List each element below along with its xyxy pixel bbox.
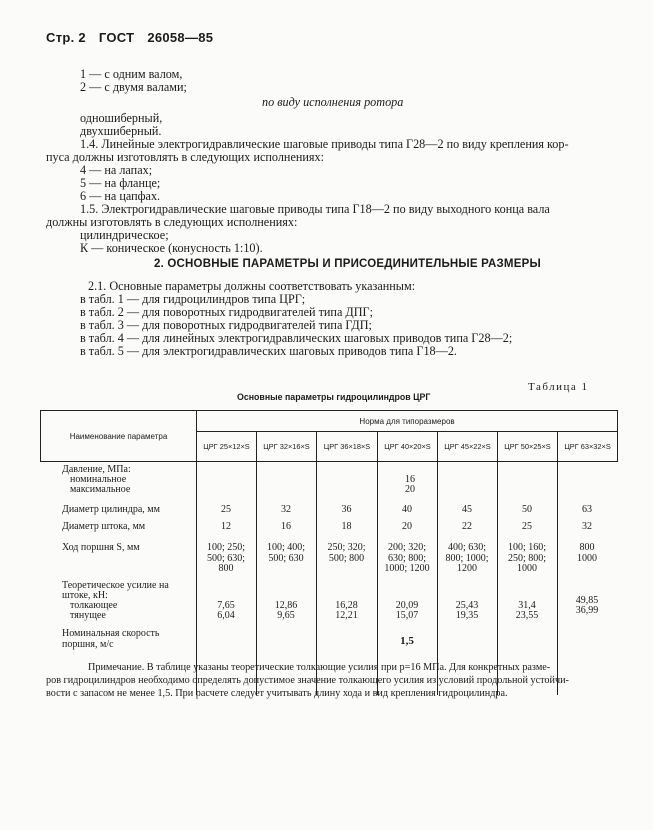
list-item: в табл. 3 — для поворотных гидродвигателей типа ГДП;: [80, 318, 372, 332]
table-cell: 22: [462, 521, 472, 532]
gost-label: ГОСТ: [98, 30, 135, 45]
section-number: 2.: [154, 258, 164, 270]
row-label-rod-diameter: Диаметр штока, мм: [62, 521, 146, 532]
table-cell: 12: [221, 521, 231, 532]
list-item: 5 — на фланце;: [80, 176, 161, 190]
table-cell: 7,65: [217, 600, 235, 611]
table-cell: 20: [402, 521, 412, 532]
column-header-size: ЦРГ 36×18×S: [317, 432, 378, 462]
paragraph-line: 2.1. Основные параметры должны соответствовать указанным:: [88, 279, 416, 293]
table-cell: 250; 320; 500; 800: [327, 542, 366, 564]
list-item: в табл. 1 — для гидроцилиндров типа ЦРГ;: [80, 292, 306, 306]
row-label-stroke: Ход поршня S, мм: [62, 542, 140, 553]
table-caption: Основные параметры гидроцилиндров ЦРГ: [237, 392, 431, 402]
note-line: Примечание. В таблице указаны теоретические толкающие усилия при p=16 МПа. Для конкретных разме-: [88, 662, 551, 673]
table-cell: 32: [582, 521, 592, 532]
row-label-nominal: номинальное: [70, 474, 127, 485]
table-cell: 25: [522, 521, 532, 532]
table-body-params: [41, 462, 197, 696]
list-item: двухшиберный.: [80, 124, 162, 138]
note-line: вости с запасом не менее 1,5. При расчете следует учитывать длину хода и вид крепления гидроцилиндра.: [46, 688, 508, 699]
row-label-cylinder-diameter: Диаметр цилиндра, мм: [62, 504, 160, 515]
list-item: в табл. 2 — для поворотных гидродвигателей типа ДПГ;: [80, 305, 373, 319]
page-number: Стр. 2: [46, 30, 86, 45]
table-cell: 25,43: [455, 600, 479, 611]
list-item: К — коническое (конусность 1:10).: [80, 241, 263, 255]
page-header: [46, 30, 222, 45]
row-label-pull: тянущее: [70, 610, 106, 621]
table-cell: 9,65: [277, 610, 295, 621]
list-item: 1 — с одним валом,: [80, 67, 183, 81]
section-title: ОСНОВНЫЕ ПАРАМЕТРЫ И ПРИСОЕДИНИТЕЛЬНЫЕ РАЗМЕРЫ: [167, 258, 541, 270]
paragraph-line: 1.5. Электрогидравлические шаговые приводы типа Г18—2 по виду выходного конца вала: [80, 202, 550, 216]
table-cell: 20,09: [395, 600, 419, 611]
note-line: ров гидроцилиндров необходимо определять допустимое значение толкающего усилия из условий продольной устойчи-: [46, 675, 569, 686]
table-cell: 40: [402, 504, 412, 515]
column-header-norm: Норма для типоразмеров: [197, 411, 618, 432]
table-cell: 6,04: [217, 610, 235, 621]
column-header-size: ЦРГ 40×20×S: [378, 432, 438, 462]
list-item: цилиндрическое;: [80, 228, 169, 242]
column-header-size: ЦРГ 25×12×S: [197, 432, 257, 462]
table-cell: 25: [221, 504, 231, 515]
paragraph-line: пуса должны изготовлять в следующих исполнениях:: [46, 150, 324, 164]
paragraph-line: 1.4. Линейные электрогидравлические шаговые приводы типа Г28—2 по виду крепления кор-: [80, 137, 569, 151]
pressure-max-value: 20: [405, 484, 415, 495]
table-cell: 32: [281, 504, 291, 515]
row-label-pressure: Давление, МПа:: [62, 464, 131, 475]
table-cell: 400; 630; 800; 1000; 1200: [445, 542, 489, 574]
list-item: одношиберный,: [80, 111, 163, 125]
list-item: 4 — на лапах;: [80, 163, 153, 177]
table-number: Таблица 1: [528, 381, 589, 393]
table-cell: 16: [281, 521, 291, 532]
table-cell: 200; 320; 630; 800; 1000; 1200: [384, 542, 430, 574]
table-cell: 100; 250; 500; 630; 800: [206, 542, 246, 574]
column-header-size: ЦРГ 63×32×S: [558, 432, 618, 462]
list-item: 2 — с двумя валами;: [80, 80, 187, 94]
column-header-size: ЦРГ 50×25×S: [498, 432, 558, 462]
row-label-max: максимальное: [70, 484, 131, 495]
list-item: в табл. 5 — для электрогидравлических шаговых приводов типа Г18—2.: [80, 344, 457, 358]
list-item: в табл. 4 — для линейных электрогидравлических шаговых приводов типа Г28—2;: [80, 331, 513, 345]
table-cell: 36: [341, 504, 352, 515]
row-label-force-cont: штоке, кН:: [62, 590, 108, 601]
table-cell: 100; 160; 250; 800; 1000: [507, 542, 547, 574]
subheading: по виду исполнения ротора: [262, 95, 404, 109]
table-cell: 49,85: [575, 595, 599, 606]
table-cell: 19,35: [455, 610, 479, 621]
row-label-speed-cont: поршня, м/с: [62, 639, 114, 650]
row-label-push: толкающее: [70, 600, 118, 611]
table-cell: 15,07: [395, 610, 419, 621]
speed-value: 1,5: [400, 635, 414, 647]
table-cell: 45: [462, 504, 472, 515]
table-cell: 31,4: [518, 600, 536, 611]
table-cell: 63: [582, 504, 592, 515]
table-cell: 50: [522, 504, 532, 515]
row-label-force: Теоретическое усилие на: [62, 580, 169, 591]
list-item: 6 — на цапфах.: [80, 189, 161, 203]
table-cell: 36,99: [575, 605, 599, 616]
column-header-size: ЦРГ 32×16×S: [257, 432, 317, 462]
table-cell: 16,28: [335, 600, 358, 611]
paragraph-line: должны изготовлять в следующих исполнениях:: [46, 215, 298, 229]
table-cell: 23,55: [515, 610, 539, 621]
column-header-parameter: Наименование параметра: [41, 411, 197, 462]
table-cell: 12,21: [335, 610, 358, 621]
table-cell: 800 1000: [577, 542, 597, 564]
row-label-speed: Номинальная скорость: [62, 628, 160, 639]
section-heading: [154, 258, 541, 270]
column-header-size: ЦРГ 45×22×S: [438, 432, 498, 462]
table-cell: 18: [341, 521, 352, 532]
table-cell: 100; 400; 500; 630: [266, 542, 306, 564]
pressure-nominal-value: 16: [405, 474, 415, 485]
gost-number: 26058—85: [147, 30, 214, 45]
table-cell: 12,86: [274, 600, 298, 611]
